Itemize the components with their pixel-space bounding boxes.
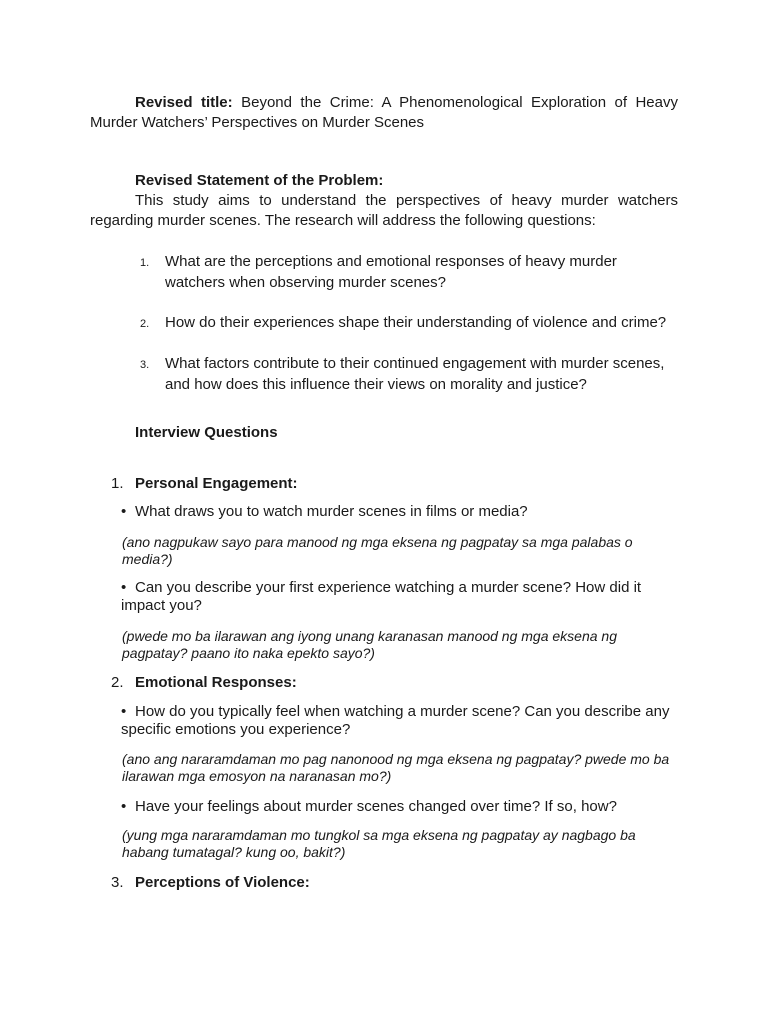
question-text: Can you describe your first experience watching a murder scene? How did it impact you? [121, 579, 642, 614]
interview-question [121, 798, 681, 816]
revised-title-paragraph [90, 93, 678, 133]
bullet-icon: • [121, 503, 127, 520]
research-question-text: What factors contribute to their continued engagement with murder scenes, and how does this influence their views on morality and justice? [165, 355, 665, 393]
research-question-number: 1. [140, 257, 150, 269]
revised-title-text: Beyond the Crime: A Phenomenological Exploration of Heavy Murder Watchers’ Perspectives on Murder Scenes [90, 94, 678, 131]
problem-heading: Revised Statement of the Problem: [135, 172, 384, 189]
interview-question [121, 503, 681, 521]
interview-question [121, 703, 681, 739]
section-number: 3. [111, 874, 124, 891]
section-emotional-responses [111, 673, 297, 693]
research-question-3 [140, 353, 680, 395]
question-translation: (ano ang nararamdaman mo pag nanonood ng mga eksena ng pagpatay? pwede mo ba ilarawan mga emosyon na naranasan mo?) [122, 751, 670, 784]
section-perceptions-of-violence [111, 873, 310, 893]
bullet-icon: • [121, 579, 127, 596]
question-text: How do you typically feel when watching a murder scene? Can you describe any specific emotions you experience? [121, 703, 670, 738]
research-question-text: How do their experiences shape their understanding of violence and crime? [165, 314, 667, 331]
interview-question [121, 579, 681, 615]
question-text: What draws you to watch murder scenes in films or media? [135, 503, 528, 520]
section-title: Personal Engagement: [135, 475, 298, 492]
interview-heading: Interview Questions [135, 424, 278, 441]
revised-title-label: Revised title: [135, 94, 233, 111]
section-personal-engagement [111, 474, 298, 494]
research-question-number: 2. [140, 318, 150, 330]
section-title: Perceptions of Violence: [135, 874, 310, 891]
research-question-2 [140, 312, 680, 333]
section-number: 2. [111, 674, 124, 691]
question-translation: (yung mga nararamdaman mo tungkol sa mga eksena ng pagpatay ay nagbago ba habang tumatagal? kung oo, bakit?) [122, 827, 636, 860]
bullet-icon: • [121, 703, 127, 720]
section-number: 1. [111, 475, 124, 492]
section-title: Emotional Responses: [135, 674, 297, 691]
question-text: Have your feelings about murder scenes changed over time? If so, how? [135, 798, 617, 815]
question-translation: (pwede mo ba ilarawan ang iyong unang karanasan manood ng mga eksena ng pagpatay? paano ito naka epekto sayo?) [122, 628, 618, 661]
problem-intro: This study aims to understand the perspectives of heavy murder watchers regarding murder scenes. The research will address the following questions: [90, 192, 678, 229]
research-question-number: 3. [140, 359, 150, 371]
question-translation: (ano nagpukaw sayo para manood ng mga eksena ng pagpatay sa mga palabas o media?) [122, 534, 633, 567]
research-question-1 [140, 251, 680, 293]
research-question-text: What are the perceptions and emotional responses of heavy murder watchers when observing murder scenes? [165, 253, 617, 291]
bullet-icon: • [121, 798, 127, 815]
